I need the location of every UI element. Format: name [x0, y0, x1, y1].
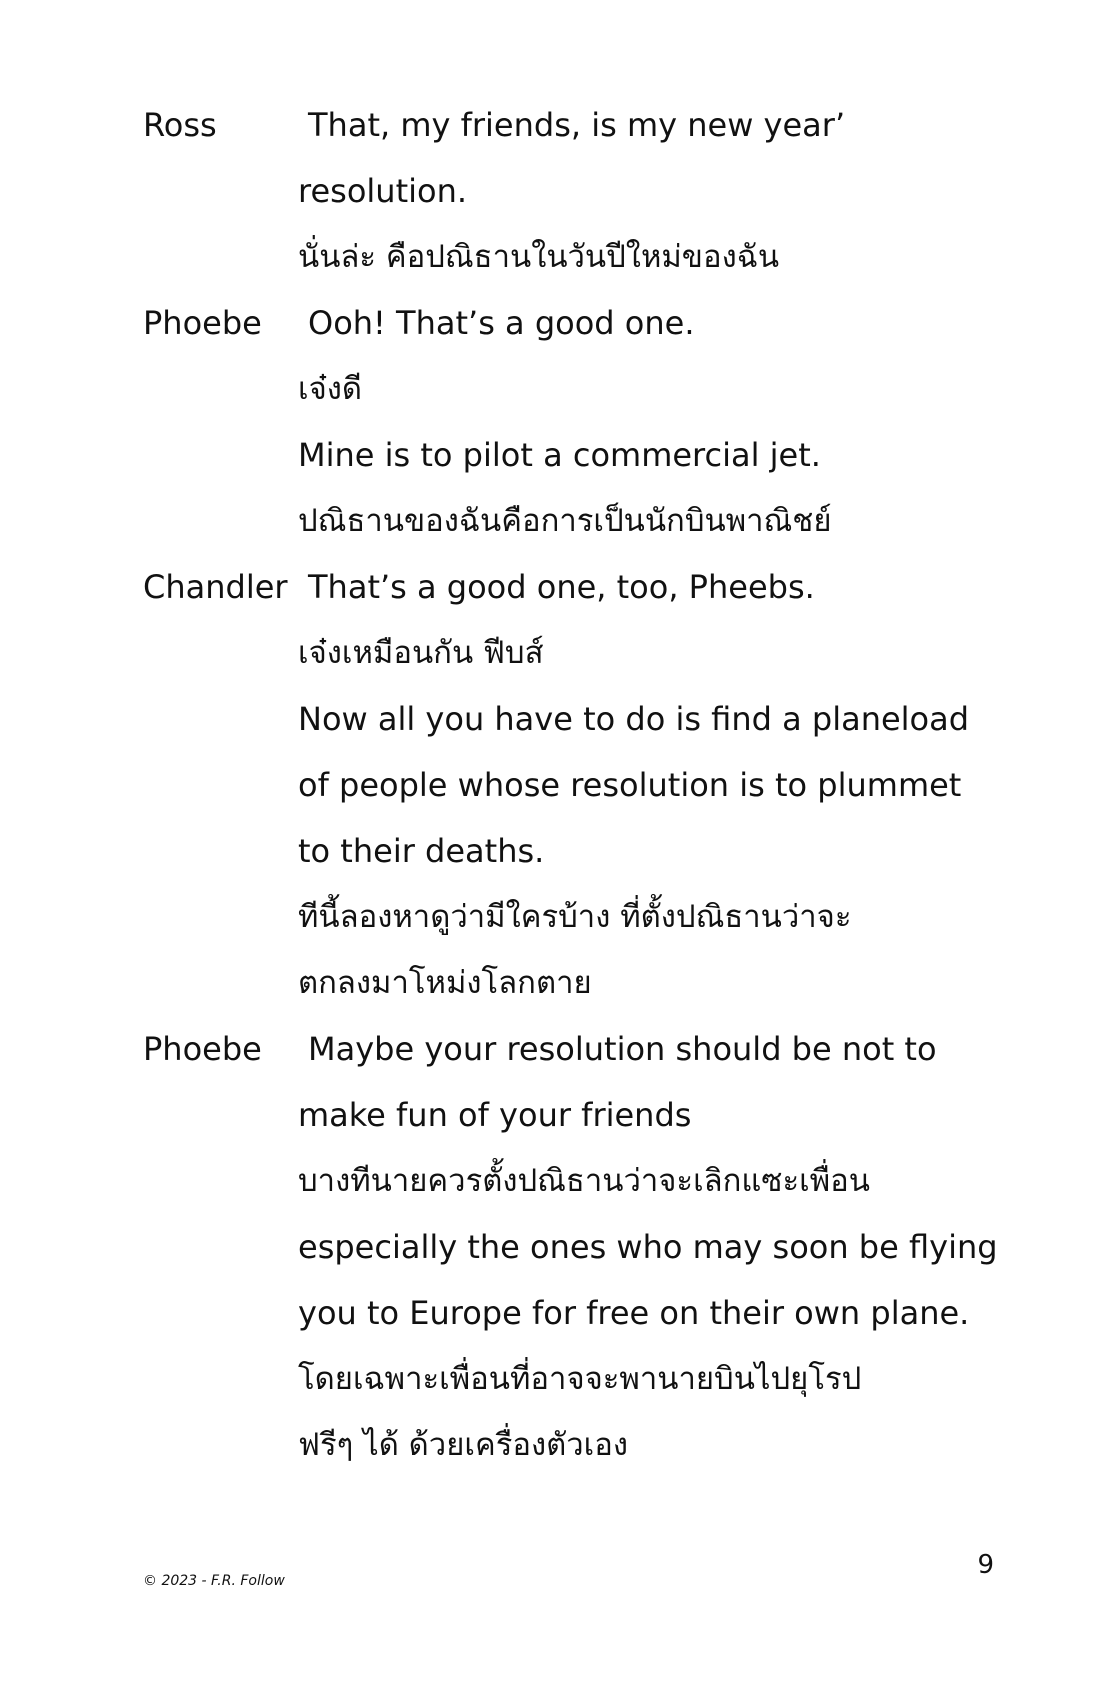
english-line: resolution.: [298, 172, 468, 210]
speaker-name: Chandler: [143, 568, 288, 606]
thai-translation-line: ปณิธานของฉันคือการเป็นนักบินพาณิชย์: [298, 503, 832, 539]
english-line: especially the ones who may soon be flying: [298, 1228, 998, 1266]
speaker-name: Phoebe: [143, 1030, 262, 1068]
dialogue-lines: [298, 92, 1018, 290]
dialogue-entry-ross: [0, 92, 1100, 290]
english-line: Maybe your resolution should be not to: [308, 1030, 937, 1068]
thai-translation-line: ทีนี้ลองหาดูว่ามีใครบ้าง ที่ตั้งปณิธานว่าจะ: [298, 899, 852, 935]
speaker-name: Phoebe: [143, 304, 262, 342]
thai-translation-line: เจ๋งเหมือนกัน ฟีบส์: [298, 635, 544, 671]
english-line: That’s a good one, too, Pheebs.: [308, 568, 815, 606]
dialogue-lines: [298, 290, 1018, 554]
english-line: Ooh! That’s a good one.: [308, 304, 695, 342]
english-line: Now all you have to do is find a planeload: [298, 700, 970, 738]
english-line: Mine is to pilot a commercial jet.: [298, 436, 821, 474]
thai-translation-line: เจ๋งดี: [298, 371, 363, 407]
thai-translation-line: ฟรีๆ ได้ ด้วยเครื่องตัวเอง: [298, 1427, 629, 1463]
copyright-notice: © 2023 - F.R. Follow: [143, 1573, 285, 1589]
speaker-name: Ross: [143, 106, 217, 144]
page-number: 9: [977, 1550, 994, 1580]
english-line: of people whose resolution is to plummet: [298, 766, 962, 804]
dialogue-entry-phoebe-2: [0, 1016, 1100, 1478]
thai-translation-line: ตกลงมาโหม่งโลกตาย: [298, 965, 592, 1001]
thai-translation-line: นั่นล่ะ คือปณิธานในวันปีใหม่ของฉัน: [298, 239, 780, 275]
script-dialogue: [0, 92, 1100, 1478]
dialogue-lines: [298, 554, 1018, 1016]
thai-translation-line: บางทีนายควรตั้งปณิธานว่าจะเลิกแซะเพื่อน: [298, 1163, 870, 1199]
dialogue-entry-chandler: [0, 554, 1100, 1016]
english-line: to their deaths.: [298, 832, 545, 870]
thai-translation-line: โดยเฉพาะเพื่อนที่อาจจะพานายบินไปยุโรป: [298, 1361, 862, 1397]
english-line: That, my friends, is my new year’: [308, 106, 846, 144]
dialogue-entry-phoebe-1: [0, 290, 1100, 554]
english-line: you to Europe for free on their own plane.: [298, 1294, 970, 1332]
dialogue-lines: [298, 1016, 1018, 1478]
english-line: make fun of your friends: [298, 1096, 692, 1134]
